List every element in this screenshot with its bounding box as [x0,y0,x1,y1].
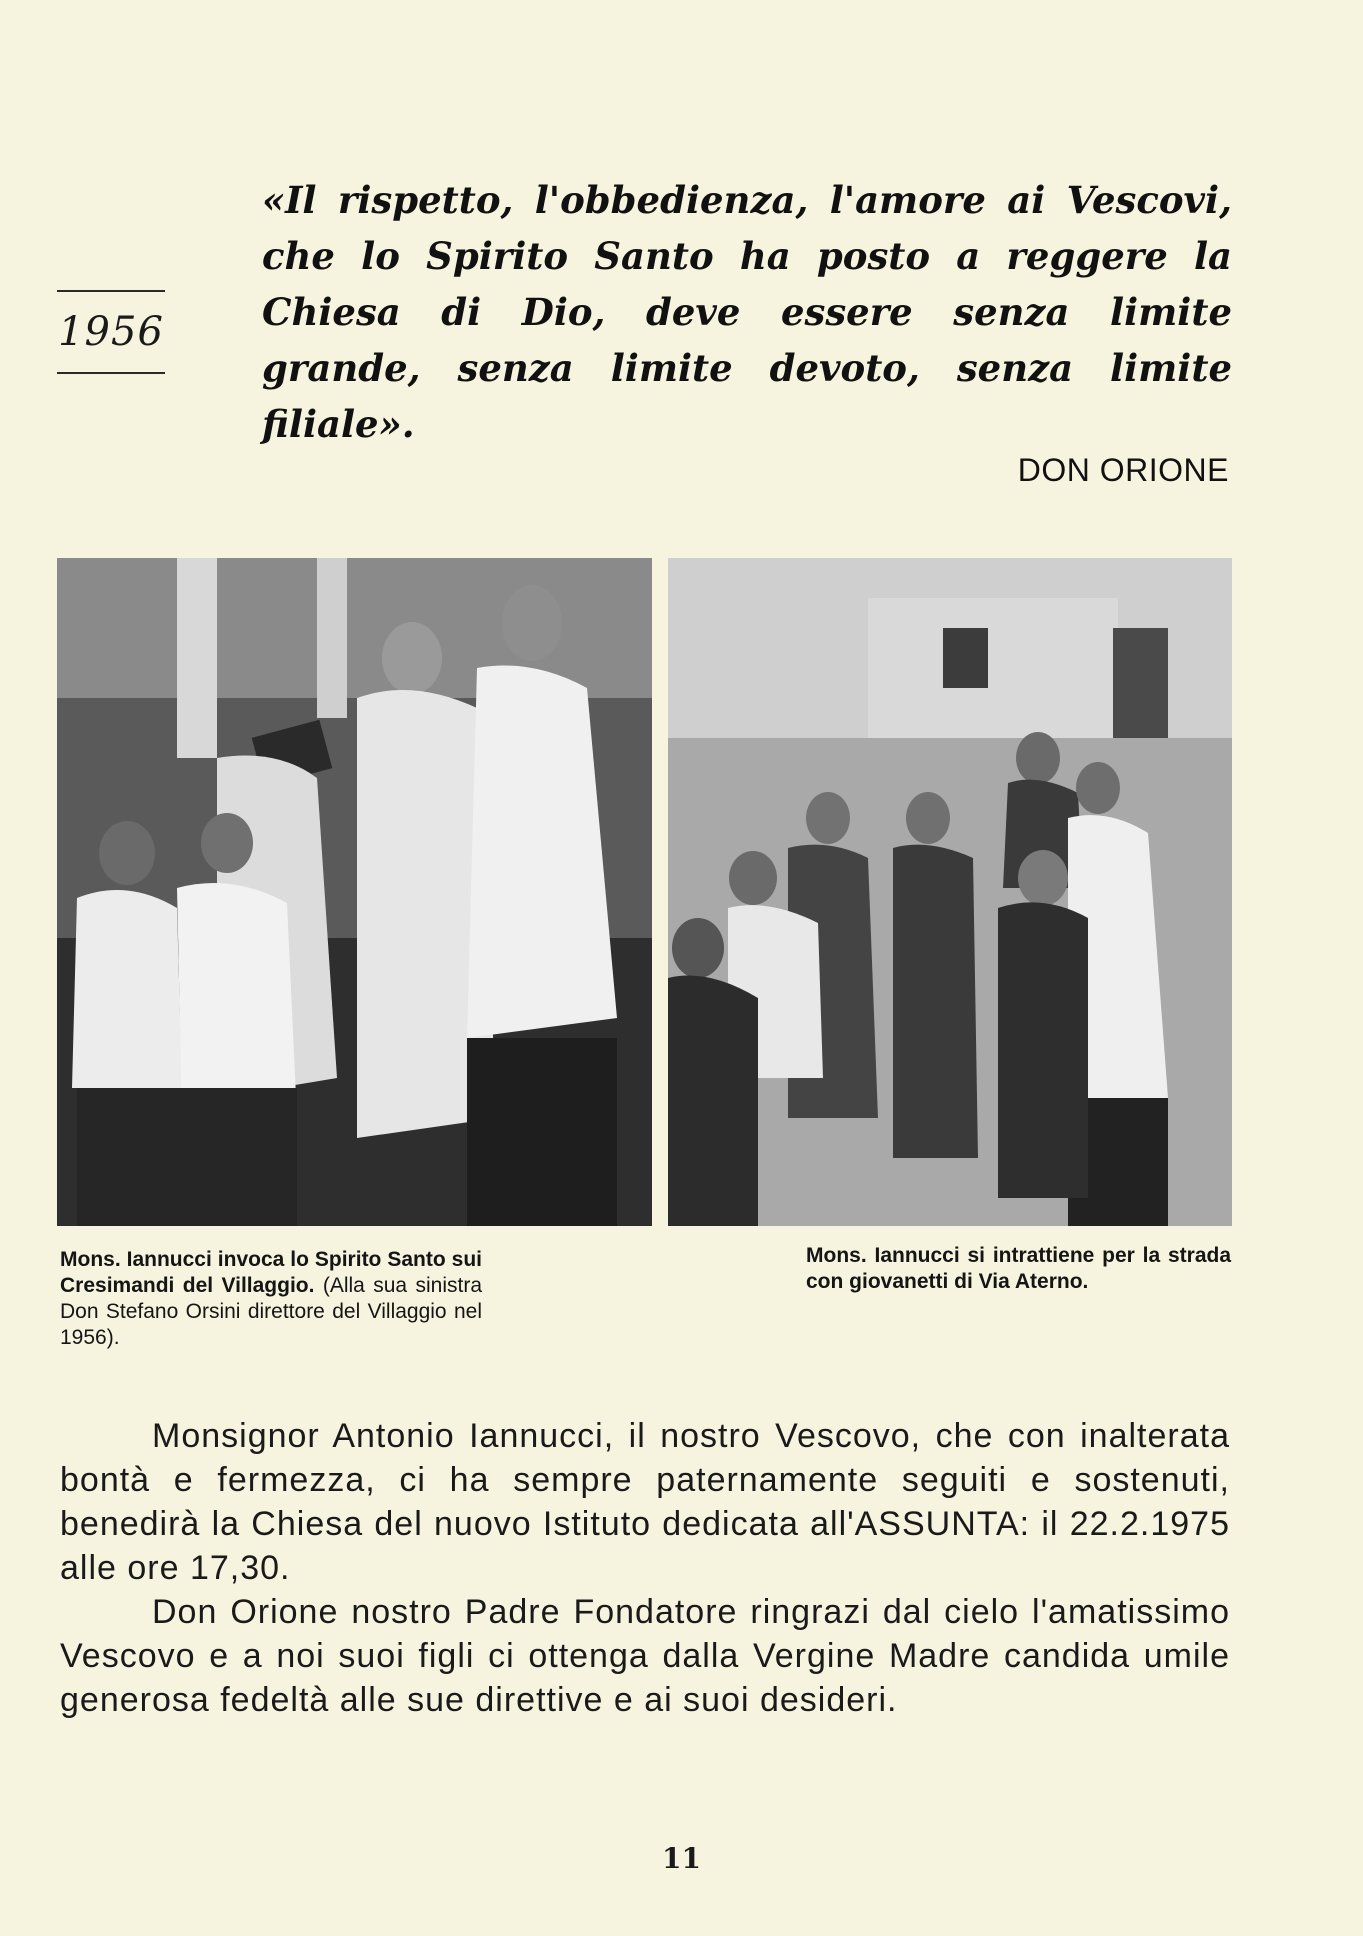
caption-right-photo [806,1243,1231,1295]
body-text [60,1414,1230,1722]
photo-bishop-with-youths [668,558,1232,1226]
body-paragraph-1: Monsignor Antonio Iannucci, il nostro Vescovo, che con inalterata bontà e fermezza, ci ha sempre paternamente seguiti e sostenuti, benedirà la Chiesa del nuovo Istituto dedicata all'ASSUNTA: il 22.2.1975 alle ore 17,30. [60,1417,1230,1587]
caption-left-plain: (Alla sua sinistra Don Stefano Orsini direttore del Villaggio nel 1956). [60,1274,482,1349]
caption-left-photo [60,1247,482,1351]
photo-bishop-with-youths-image [668,558,1232,1226]
quote-author: DON ORIONE [1017,452,1229,488]
body-paragraph-2: Don Orione nostro Padre Fondatore ringrazi dal cielo l'amatissimo Vescovo e a noi suoi figli ci ottenga dalla Vergine Madre candida umile generosa fedeltà alle sue direttive e ai suoi desideri. [60,1593,1230,1719]
year-label: 1956 [58,309,164,355]
caption-left-bold: Mons. Iannucci invoca lo Spirito Santo sui Cresimandi del Villaggio. [60,1248,482,1297]
caption-right-bold: Mons. Iannucci si intrattiene per la strada con giovanetti di Via Aterno. [806,1244,1231,1293]
quote-text: «Il rispetto, l'obbedienza, l'amore ai Vescovi, che lo Spirito Santo ha posto a reggere la Chiesa di Dio, deve essere senza limite grande, senza limite devoto, senza limite filiale». [262,178,1232,446]
year-rule-bottom [57,372,165,374]
photo-bishop-blessing-image [57,558,652,1226]
year-marker [56,290,166,374]
year-rule-top [57,290,165,292]
photo-bishop-blessing [57,558,652,1226]
page-number: 11 [662,1842,701,1875]
